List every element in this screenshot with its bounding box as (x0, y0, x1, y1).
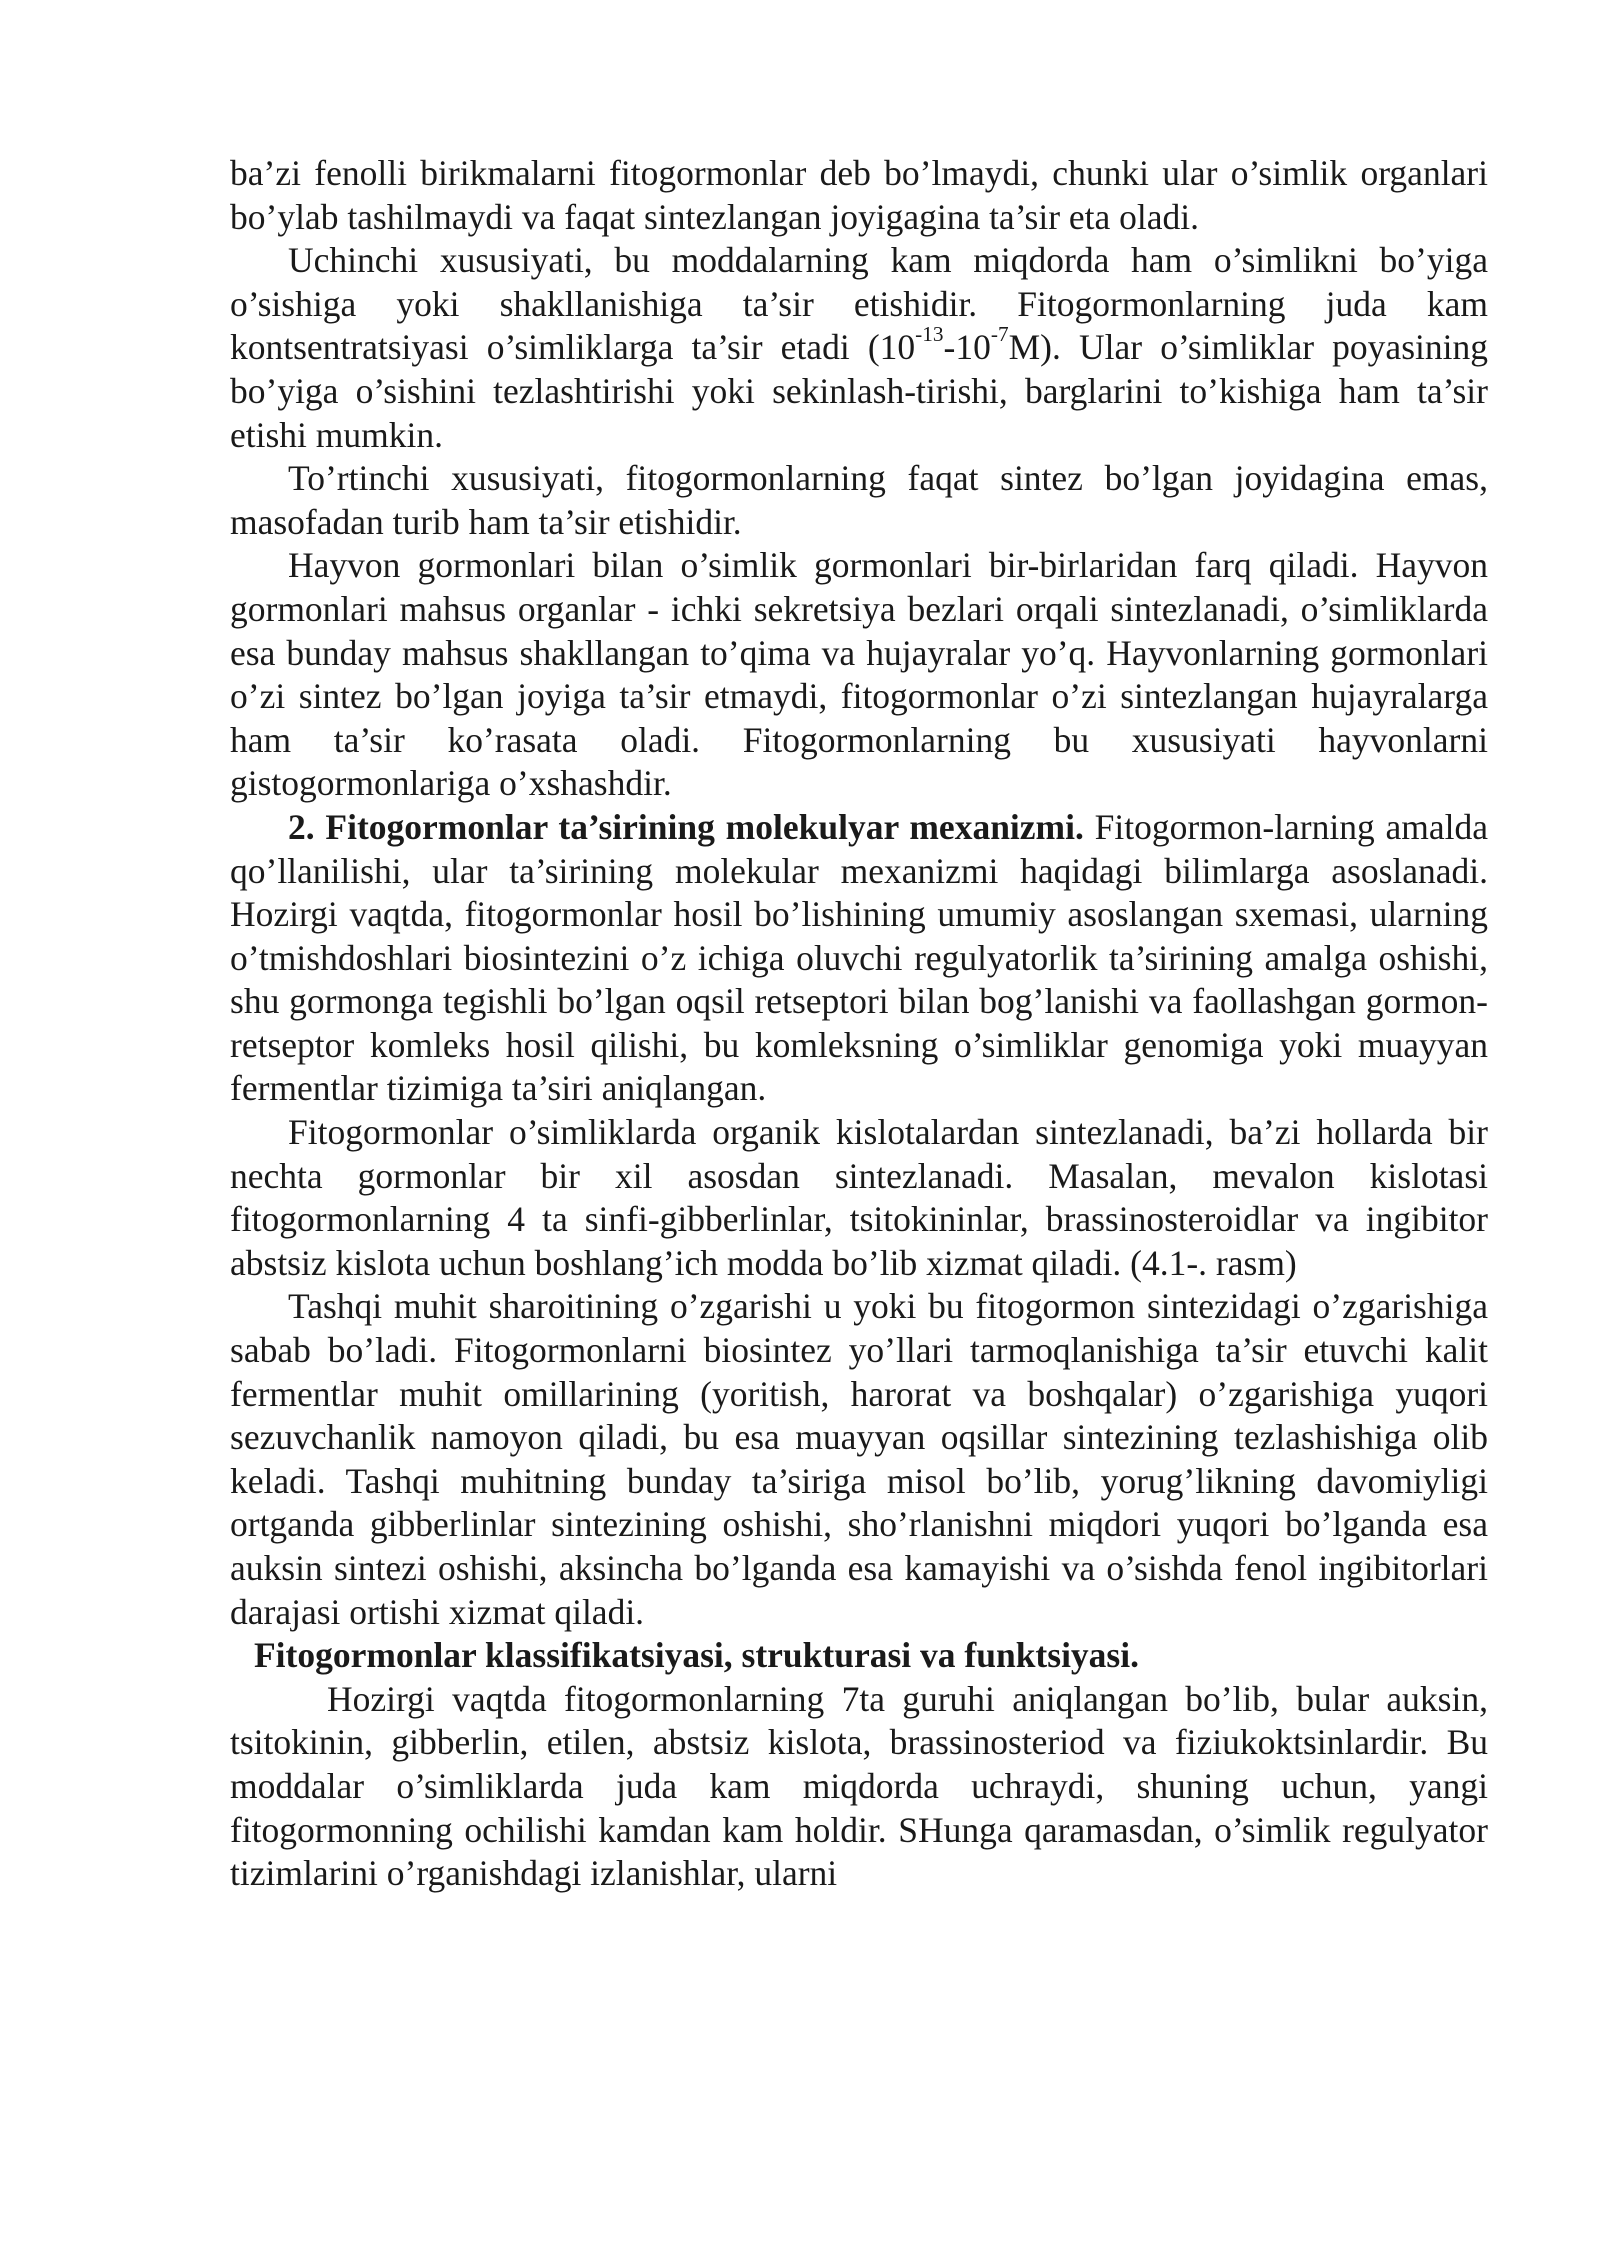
paragraph-text: Fitogormon-larning amalda qo’llanilishi, ular ta’sirining molekular mexanizmi haqidagi bilimlarga asoslanadi. Hozirgi vaqtda, fitogormonlar hosil bo’lishining umumiy asoslangan sxemasi, ularning o’tmishdoshlari biosintezini o’z ichiga oluvchi regulyatorlik ta’sirining amalga oshishi, shu gormonga tegishli bo’lgan oqsil retseptori bilan bog’lanishi va faollashgan gormon-retseptor komleks hosil qilishi, bu komleksning o’simliklar genomiga yoki muayyan fermentlar tizimiga ta’siri aniqlangan. (230, 806, 1488, 1109)
paragraph-third-property (230, 239, 1488, 457)
paragraph-environment: Tashqi muhit sharoitining o’zgarishi u yoki bu fitogormon sintezidagi o’zgarishiga sabab bo’ladi. Fitogormonlarni biosintez yo’llari tarmoqlanishiga ta’sir etuvchi kalit fermentlar muhit omillarining (yoritish, harorat va boshqalar) o’zgarishiga yuqori sezuvchanlik namoyon qiladi, bu esa muayyan oqsillar sintezining tezlashishiga olib keladi. Tashqi muhitning bunday ta’siriga misol bo’lib, yorug’likning davomiyligi ortganda gibberlinlar sintezining oshishi, sho’rlanishni miqdori yuqori bo’lganda esa auksin sintezi oshishi, aksincha bo’lganda esa kamayishi va o’sishda fenol ingibitorlari darajasi ortishi xizmat qiladi. (230, 1286, 1488, 1632)
paragraph-continuation: ba’zi fenolli birikmalarni fitogormonlar deb bo’lmaydi, chunki ular o’simlik organlari bo’ylab tashilmaydi va faqat sintezlangan joyigagina ta’sir eta oladi. (230, 153, 1488, 237)
exponent: -13 (915, 322, 944, 347)
exponent: -7 (990, 322, 1009, 347)
paragraph-molecular-mechanism (230, 806, 1488, 1111)
paragraph-text: M). Ular o’simliklar poyasining bo’yiga o’sishini tezlashtirishi yoki sekinlash-tirishi, barglarini to’kishiga ham ta’sir etishi mumkin. (230, 327, 1488, 455)
paragraph-synthesis: Fitogormonlar o’simliklarda organik kislotalardan sintezlanadi, ba’zi hollarda bir nechta gormonlar bir xil asosdan sintezlanadi. Masalan, mevalon kislotasi fitogormonlarning 4 ta sinfi-gibberlinlar, tsitokininlar, brassinosteroidlar va ingibitor abstsiz kislota uchun boshlang’ich modda bo’lib xizmat qiladi. (4.1-. rasm) (230, 1112, 1488, 1283)
paragraph-text: Uchinchi xususiyati, bu moddalarning kam miqdorda ham o’simlikni bo’yiga o’sishiga yoki shakllanishiga ta’sir etishidir. Fitogormonlarning juda kam kontsentratsiyasi o’simliklarga ta’sir etadi (10 (230, 240, 1488, 368)
paragraph-animal-hormones: Hayvon gormonlari bilan o’simlik gormonlari bir-birlaridan farq qiladi. Hayvon gormonlari mahsus organlar - ichki sekretsiya bezlari orqali sintezlanadi, o’simliklarda esa bunday mahsus shakllangan to’qima va hujayralar yo’q. Hayvonlarning gormonlari o’zi sintez bo’lgan joyiga ta’sir etmaydi, fitogormonlar o’zi sintezlangan hujayralarga ham ta’sir ko’rasata oladi. Fitogormonlarning bu xususiyati hayvonlarni gistogormonlariga o’xshashdir. (230, 545, 1488, 804)
paragraph-text: -10 (943, 327, 991, 368)
section-heading: Fitogormonlar klassifikatsiyasi, strukturasi va funktsiyasi. (254, 1635, 1139, 1676)
paragraph-fourth-property: To’rtinchi xususiyati, fitogormonlarning faqat sintez bo’lgan joyidagina emas, masofadan turib ham ta’sir etishidir. (230, 458, 1488, 542)
paragraph-classification: Hozirgi vaqtda fitogormonlarning 7ta guruhi aniqlangan bo’lib, bular auksin, tsitokinin, gibberlin, etilen, abstsiz kislota, brassinosteriod va fiziukoktsinlardir. Bu moddalar o’simliklarda juda kam miqdorda uchraydi, shuning uchun, yangi fitogormonning ochilishi kamdan kam holdir. SHunga qaramasdan, o’simlik regulyator tizimlarini o’rganishdagi izlanishlar, ularni (230, 1678, 1488, 1894)
inline-heading: 2. Fitogormonlar ta’sirining molekulyar mexanizmi. (288, 806, 1084, 847)
document-page (230, 152, 1488, 1896)
